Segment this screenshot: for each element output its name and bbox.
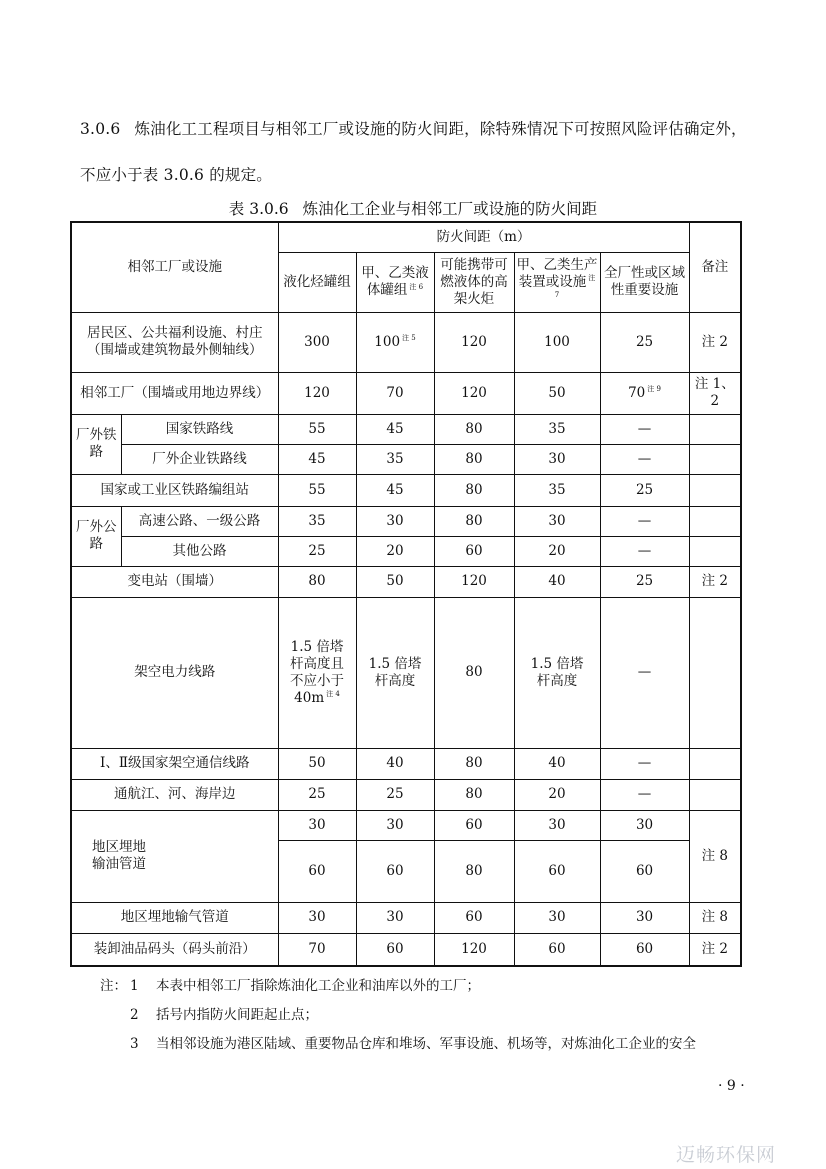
cell: 45 <box>356 474 434 506</box>
cell: 100 <box>514 312 600 372</box>
cell: 120 <box>434 312 514 372</box>
cell: 120 <box>434 566 514 597</box>
cell: 20 <box>514 536 600 566</box>
cell: 30 <box>514 810 600 840</box>
cell: 30 <box>278 902 356 933</box>
header-distance-group: 防火间距（m） <box>278 222 689 252</box>
header-remarks: 备注 <box>689 222 741 312</box>
cell: 25 <box>600 474 689 506</box>
table-row <box>71 444 741 474</box>
row-name: 相邻工厂（围墙或用地边界线） <box>71 372 278 414</box>
cell: 1.5 倍塔杆高度 <box>356 597 434 748</box>
page-number: · 9 · <box>718 1078 745 1094</box>
row-remark: 注 2 <box>689 933 741 966</box>
table-caption-number: 表 3.0.6 <box>228 200 289 218</box>
cell: 35 <box>356 444 434 474</box>
cell: 70 $^{注 9}$ <box>600 372 689 414</box>
row-remark <box>689 474 741 506</box>
note-item: 2 括号内指防火间距起止点； <box>130 1007 318 1023</box>
header-col-5: 全厂性或区域性重要设施 <box>600 252 689 312</box>
row-remark <box>689 597 741 748</box>
row-name: Ⅰ、Ⅱ级国家架空通信线路 <box>71 748 278 779</box>
cell: 80 <box>434 597 514 748</box>
header-col-1: 液化烃罐组 <box>278 252 356 312</box>
row-remark: 注 2 <box>689 312 741 372</box>
cell: 120 <box>434 933 514 966</box>
table-caption <box>0 197 826 219</box>
cell: 40 <box>514 748 600 779</box>
row-name: 国家铁路线 <box>121 414 278 444</box>
table-row <box>71 902 741 933</box>
clause-text: 炼油化工工程项目与相邻工厂或设施的防火间距，除特殊情况下可按照风险评估确定外，不应小于表 3.0.6 的规定。 <box>80 120 747 184</box>
cell: 1.5 倍塔杆高度 <box>514 597 600 748</box>
fire-distance-table <box>70 221 742 967</box>
row-name: 地区埋地输气管道 <box>71 902 278 933</box>
table-row <box>71 474 741 506</box>
table-row <box>71 933 741 966</box>
cell: 30 <box>278 810 356 840</box>
cell: 30 <box>514 902 600 933</box>
table-row <box>71 312 741 372</box>
row-name: 厂外企业铁路线 <box>121 444 278 474</box>
cell: 80 <box>434 779 514 810</box>
table-row <box>71 566 741 597</box>
table-row <box>71 506 741 536</box>
cell: 30 <box>600 902 689 933</box>
cell: 25 <box>600 312 689 372</box>
table-header-row <box>71 222 741 252</box>
row-group-pipeline: 地区埋地输油管道 <box>71 810 278 902</box>
table-notes <box>100 972 760 1059</box>
row-remark: 注 8 <box>689 810 741 902</box>
cell: — <box>600 779 689 810</box>
row-remark <box>689 444 741 474</box>
cell: 80 <box>434 444 514 474</box>
cell: 80 <box>434 748 514 779</box>
cell: 60 <box>434 902 514 933</box>
row-name: 高速公路、一级公路 <box>121 506 278 536</box>
cell: 20 <box>514 779 600 810</box>
cell: 25 <box>278 779 356 810</box>
header-col-3: 可能携带可燃液体的高架火炬 <box>434 252 514 312</box>
cell: 30 <box>514 444 600 474</box>
cell: 60 <box>600 840 689 902</box>
notes-label: 注： <box>100 978 127 994</box>
table-row <box>71 414 741 444</box>
cell: 1.5 倍塔杆高度且不应小于 40m $^{注 4}$ <box>278 597 356 748</box>
cell: 40 <box>514 566 600 597</box>
row-remark <box>689 748 741 779</box>
note-item: 注： 1 本表中相邻工厂指除炼油化工企业和油库以外的工厂； <box>100 972 760 1001</box>
cell: 30 <box>356 810 434 840</box>
cell: 120 <box>434 372 514 414</box>
cell: 60 <box>278 840 356 902</box>
header-col-4-note: 注 7 <box>554 274 596 299</box>
row-remark <box>689 779 741 810</box>
cell: 40 <box>356 748 434 779</box>
row-name: 装卸油品码头（码头前沿） <box>71 933 278 966</box>
cell: — <box>600 748 689 779</box>
cell: — <box>600 506 689 536</box>
cell: 50 <box>514 372 600 414</box>
row-group-highway: 厂外公路 <box>71 506 121 566</box>
cell: 80 <box>278 566 356 597</box>
cell: 60 <box>356 840 434 902</box>
clause-3-0-6 <box>80 106 760 198</box>
cell: 55 <box>278 414 356 444</box>
cell: 80 <box>434 474 514 506</box>
row-remark: 注 8 <box>689 902 741 933</box>
cell: 35 <box>514 414 600 444</box>
row-remark <box>689 414 741 444</box>
table-row <box>71 779 741 810</box>
cell: 30 <box>356 902 434 933</box>
cell: 60 <box>434 810 514 840</box>
cell: — <box>600 414 689 444</box>
cell: — <box>600 597 689 748</box>
row-remark <box>689 536 741 566</box>
header-col-2-note: 注 6 <box>409 282 424 291</box>
table-row <box>71 372 741 414</box>
header-col-2: 甲、乙类液体罐组 $^{注 6}$ <box>356 252 434 312</box>
cell: 80 <box>434 840 514 902</box>
header-facility: 相邻工厂或设施 <box>71 222 278 312</box>
table-caption-text: 炼油化工企业与相邻工厂或设施的防火间距 <box>302 200 598 218</box>
row-group-railway: 厂外铁路 <box>71 414 121 474</box>
cell: 35 <box>278 506 356 536</box>
cell: 20 <box>356 536 434 566</box>
cell: 30 <box>356 506 434 536</box>
row-name: 通航江、河、海岸边 <box>71 779 278 810</box>
cell: 50 <box>278 748 356 779</box>
note-item: 3 当相邻设施为港区陆域、重要物品仓库和堆场、军事设施、机场等，对炼油化工企业的安全 <box>130 1036 696 1052</box>
row-remark <box>689 506 741 536</box>
cell: 60 <box>600 933 689 966</box>
cell: 100 $^{注 5}$ <box>356 312 434 372</box>
row-name: 居民区、公共福利设施、村庄（围墙或建筑物最外侧轴线） <box>71 312 278 372</box>
cell: — <box>600 444 689 474</box>
cell: 30 <box>600 810 689 840</box>
cell: 55 <box>278 474 356 506</box>
header-col-4: 甲、乙类生产装置或设施 $^{注 7}$ <box>514 252 600 312</box>
row-remark: 注 2 <box>689 566 741 597</box>
row-name: 国家或工业区铁路编组站 <box>71 474 278 506</box>
cell: 70 <box>278 933 356 966</box>
cell: 45 <box>356 414 434 444</box>
row-name: 其他公路 <box>121 536 278 566</box>
cell: 60 <box>434 536 514 566</box>
cell: — <box>600 536 689 566</box>
cell: 80 <box>434 506 514 536</box>
clause-number: 3.0.6 <box>80 120 121 138</box>
row-name: 变电站（围墙） <box>71 566 278 597</box>
row-name: 架空电力线路 <box>71 597 278 748</box>
watermark-text: 迈畅环保网 <box>676 1144 777 1166</box>
cell: 25 <box>600 566 689 597</box>
cell: 45 <box>278 444 356 474</box>
cell: 25 <box>278 536 356 566</box>
cell: 60 <box>514 933 600 966</box>
table-row <box>71 536 741 566</box>
cell: 120 <box>278 372 356 414</box>
cell: 80 <box>434 414 514 444</box>
cell: 60 <box>356 933 434 966</box>
cell: 70 <box>356 372 434 414</box>
table-row <box>71 810 741 840</box>
cell: 50 <box>356 566 434 597</box>
cell: 25 <box>356 779 434 810</box>
cell: 60 <box>514 840 600 902</box>
cell: 30 <box>514 506 600 536</box>
row-remark: 注 1、2 <box>689 372 741 414</box>
table-row <box>71 597 741 748</box>
table-row <box>71 748 741 779</box>
cell: 35 <box>514 474 600 506</box>
cell: 300 <box>278 312 356 372</box>
